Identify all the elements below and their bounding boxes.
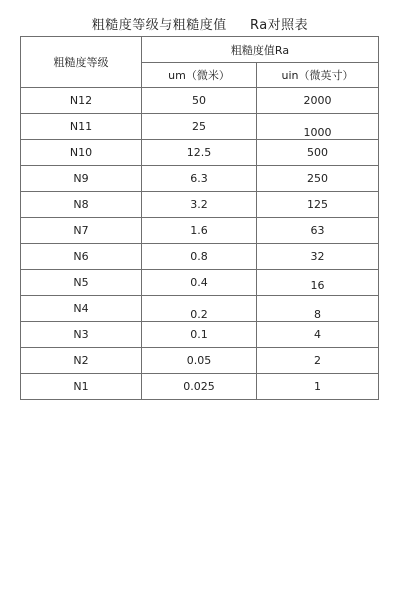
grade-cell: N8 <box>21 192 142 218</box>
um-cell: 0.4 <box>142 270 257 296</box>
table-row <box>21 192 379 218</box>
uin-cell: 1 <box>257 374 379 400</box>
uin-cell: 4 <box>257 322 379 348</box>
uin-value: 16 <box>310 279 325 292</box>
table-row <box>21 244 379 270</box>
uin-cell: 125 <box>257 192 379 218</box>
uin-cell <box>257 270 379 296</box>
grade-cell: N4 <box>21 296 142 322</box>
um-cell: 0.8 <box>142 244 257 270</box>
grade-cell: N3 <box>21 322 142 348</box>
document-title: 粗糙度等级与粗糙度值 Ra对照表 <box>91 18 309 33</box>
table-row <box>21 140 379 166</box>
table-row <box>21 322 379 348</box>
table-row <box>21 114 379 140</box>
uin-cell <box>257 114 379 140</box>
um-cell: 0.1 <box>142 322 257 348</box>
header-uin: uin（微英寸） <box>257 63 379 88</box>
grade-cell: N9 <box>21 166 142 192</box>
um-cell: 50 <box>142 88 257 114</box>
header-ra-value: 粗糙度值Ra <box>142 37 379 63</box>
um-cell: 12.5 <box>142 140 257 166</box>
roughness-table <box>20 36 379 400</box>
uin-cell <box>257 296 379 322</box>
um-cell: 3.2 <box>142 192 257 218</box>
table-row <box>21 270 379 296</box>
um-cell: 1.6 <box>142 218 257 244</box>
um-value: 0.2 <box>190 308 208 321</box>
table-row <box>21 166 379 192</box>
uin-cell: 32 <box>257 244 379 270</box>
uin-cell: 250 <box>257 166 379 192</box>
grade-cell: N10 <box>21 140 142 166</box>
uin-cell: 500 <box>257 140 379 166</box>
um-cell: 0.025 <box>142 374 257 400</box>
table-row <box>21 88 379 114</box>
um-cell: 6.3 <box>142 166 257 192</box>
grade-cell: N12 <box>21 88 142 114</box>
grade-cell: N7 <box>21 218 142 244</box>
grade-cell: N2 <box>21 348 142 374</box>
um-cell: 25 <box>142 114 257 140</box>
um-cell <box>142 296 257 322</box>
header-um: um（微米） <box>142 63 257 88</box>
table-row <box>21 348 379 374</box>
grade-cell: N11 <box>21 114 142 140</box>
grade-cell: N1 <box>21 374 142 400</box>
uin-cell: 2 <box>257 348 379 374</box>
table-row <box>21 296 379 322</box>
uin-cell: 2000 <box>257 88 379 114</box>
uin-value: 1000 <box>303 126 332 139</box>
table-row <box>21 374 379 400</box>
table-header-row <box>21 37 379 63</box>
uin-cell: 63 <box>257 218 379 244</box>
um-cell: 0.05 <box>142 348 257 374</box>
table-row <box>21 218 379 244</box>
uin-value: 8 <box>314 308 321 321</box>
header-grade: 粗糙度等级 <box>21 37 142 88</box>
grade-cell: N5 <box>21 270 142 296</box>
grade-cell: N6 <box>21 244 142 270</box>
